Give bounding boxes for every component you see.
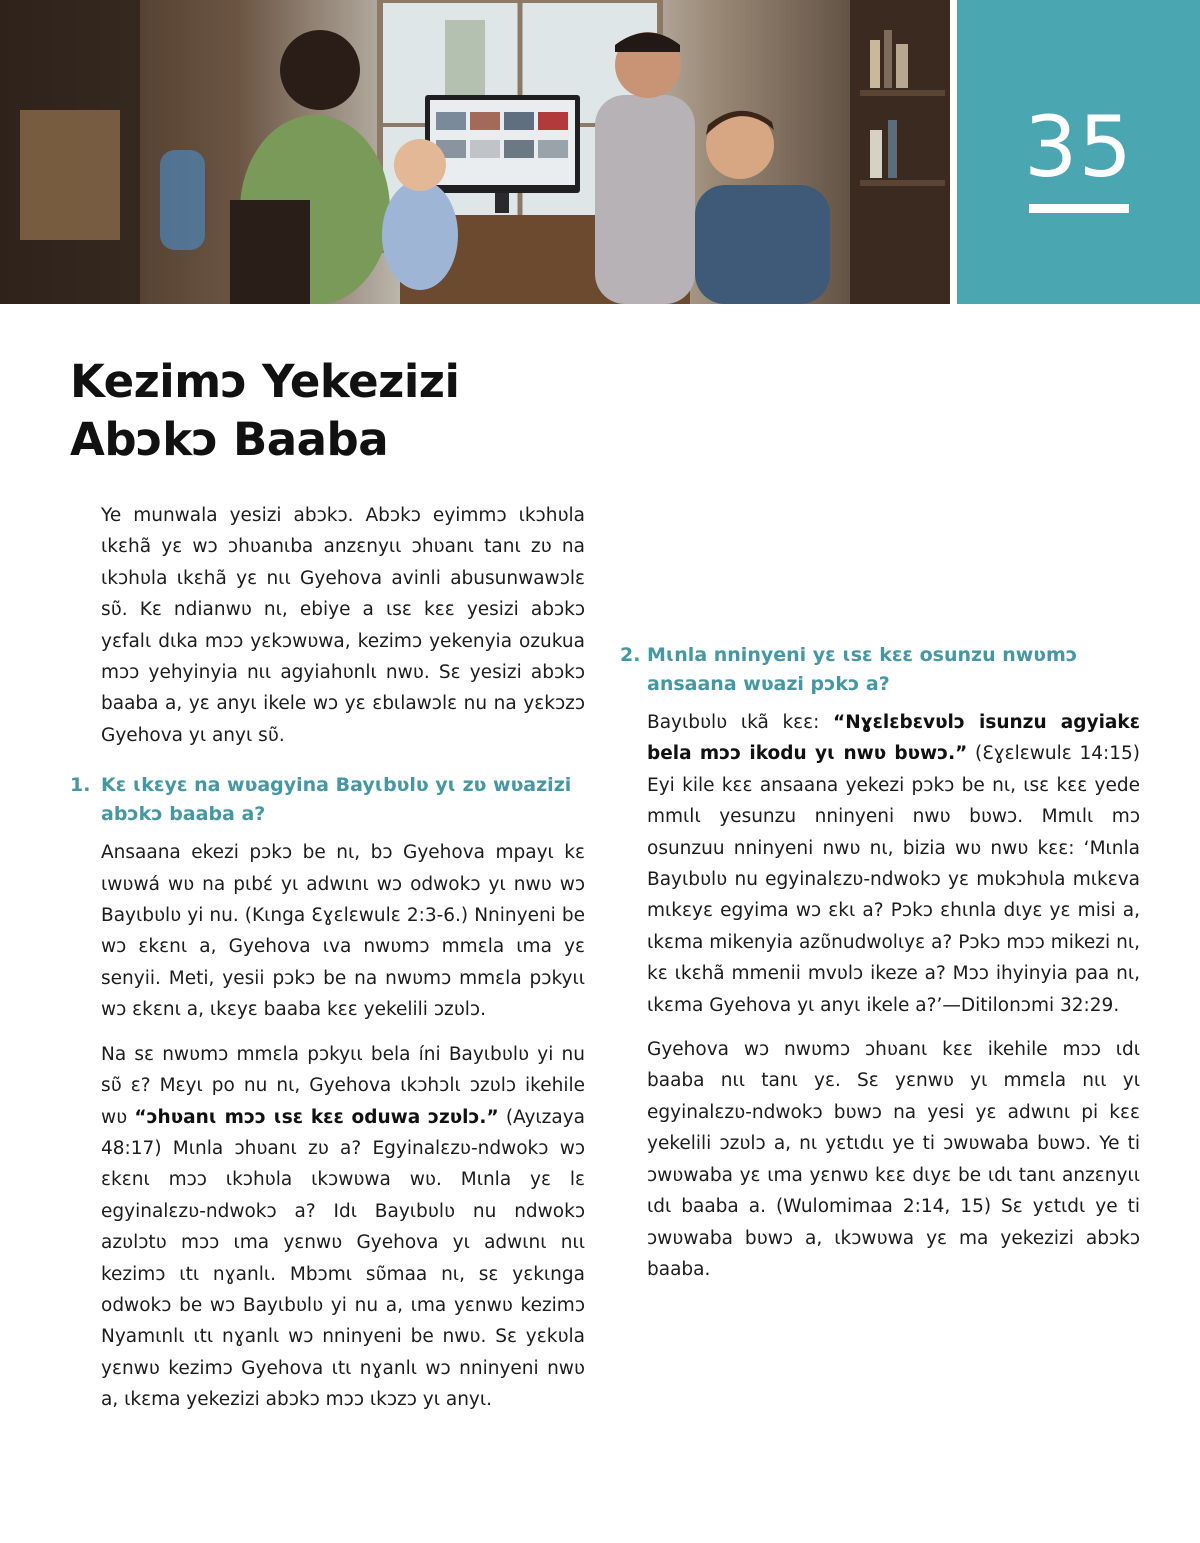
title-line-1: Kezimɔ Yekezizi: [70, 355, 460, 408]
question-1: [70, 771, 585, 829]
title-line-2: Abɔkɔ Baaba: [70, 413, 389, 466]
man: [595, 95, 695, 304]
lesson-number: 35: [1024, 98, 1133, 196]
question-1-number: 1.: [70, 774, 91, 797]
q1-p2-quote: “ɔhʋanɩ mɔɔ ɩsɛ kɛɛ oduwa ɔzʋlɔ.”: [134, 1106, 499, 1128]
q1-paragraph-2: [70, 1039, 585, 1416]
hero-family-photo: [0, 0, 950, 304]
question-1-text: Kɛ ɩkɛyɛ na wʋagyina Bayɩbʋlʋ yɩ zʋ wʋazizi abɔkɔ baaba a?: [101, 774, 572, 826]
q2-p1-text-b: (Ɛɣɛlɛwulɛ 14:15) Eyi kile kɛɛ ansaana yekezi pɔkɔ be nɩ, ɩsɛ kɛɛ yede mmɩlɩ yesunzu nninyeni nwʋ bʋwɔ. Mmɩlɩ mɔ osunzuu nninyeni nwʋ nɩ, bizia wʋ nwʋ kɛɛ: ‘Mɩnla Bayɩbʋlʋ nu egyinalɛzʋ-ndwokɔ yɛ mʋkɔhʋla mɩkɛva mɩkɛyɛ egyima wɔ ɛkɩ a? Pɔkɔ ɛhɩnla dɩyɛ yɛ misi a, ɩkɛma mikenyia azʋ̃nudwolɩyɛ a? Pɔkɔ mɔɔ mikezi nɩ, kɛ ɩkɛhã mmenii mvʋlɔ ikeze a? Mɔɔ ihyinyia paa nɩ, ɩkɛma Gyehova yɩ anyɩ ikele a?’—Ditilonɔmi 32:29.: [647, 743, 1141, 1016]
question-2-number: 2.: [620, 644, 641, 666]
q2-paragraph-1: [620, 707, 1140, 1021]
q2-paragraph-2: Gyehova wɔ nwʋmɔ ɔhʋanɩ kɛɛ ikehile mɔɔ ɩdɩ baaba nɩɩ tanɩ yɛ. Sɛ yɛnwʋ yɩ mmɛla nɩɩ yɩ egyinalɛzʋ-ndwokɔ bʋwɔ na yesi yɛ adwɩnɩ pi kɛɛ yekelili ɔzʋlɔ a, nɩ yɛtɩdɩɩ ye ti ɔwʋwaba bʋwɔ. Ye ti ɔwʋwaba yɛ ɩma yɛnwʋ kɛɛ dɩyɛ be ɩdɩ tanɩ anzɛnyɩɩ ɩdɩ baaba a. (Wulomimaa 2:14, 15) Sɛ yɛtɩdɩ ye ti ɔwʋwaba bʋwɔ a, ɩkɔwʋwa yɛ ma yekezizi abɔkɔ baaba.: [647, 1039, 1140, 1280]
q2-p1-text-a: Bayɩbʋlʋ ɩkã kɛɛ:: [647, 712, 834, 733]
lesson-number-badge: [957, 0, 1200, 304]
baby: [382, 180, 458, 290]
badge-underline: [1029, 204, 1129, 213]
intro-paragraph: Ye munwala yesizi abɔkɔ. Abɔkɔ eyimmɔ ɩkɔhʋla ɩkɛhã yɛ wɔ ɔhʋanɩba anzɛnyɩɩ ɔhʋanɩ tanɩ zʋ na ɩkɔhʋla ɩkɛhã yɛ nɩɩ Gyehova avinli abusunwawɔlɛ sʋ̃. Kɛ ndianwʋ nɩ, ebiye a ɩsɛ kɛɛ yesizi abɔkɔ yɛfalɩ dɩka mɔɔ yɛkɔwʋwa, kezimɔ yekenyia ozukua mɔɔ yehyinyia nɩɩ agyiahʋnlɩ nwʋ. Sɛ yesizi abɔkɔ baaba a, yɛ anyɩ ikele wɔ yɛ ɛbɩlawɔlɛ nu na yɛkɔzɔ Gyehova yɩ anyɩ sʋ̃.: [101, 505, 585, 746]
left-column: [70, 500, 585, 1429]
q2-p1-quote: “Nɣɛlɛbɛvʋlɔ isunzu agyiakɛ bela mɔɔ ikodu yɩ nwʋ bʋwɔ.”: [647, 712, 1141, 765]
page-title: [70, 353, 459, 469]
bottle-icon: [160, 150, 205, 250]
q1-p2-text-a: Na sɛ nwʋmɔ mmɛla pɔkyɩɩ bela íni Bayɩbʋlʋ yi nu sʋ̃ ɛ? Mɛyɩ po nu nɩ, Gyehova ɩkɔhɔlɩ ɔzʋlɔ ikehile wʋ: [101, 1043, 585, 1128]
question-2-text: Mɩnla nninyeni yɛ ɩsɛ kɛɛ osunzu nwʋmɔ ansaana wʋazi pɔkɔ a?: [647, 644, 1078, 695]
chair: [230, 200, 310, 304]
boy: [695, 185, 830, 304]
q1-paragraph-1: Ansaana ekezi pɔkɔ be nɩ, bɔ Gyehova mpayɩ kɛ ɩwʋwá wʋ na pɩbɛ́ yɩ adwɩnɩ wɔ odwokɔ yɩ nwʋ wɔ Bayɩbʋlʋ yi nu. (Kɩnga Ɛɣɛlɛwulɛ 2:3-6.) Nninyeni be wɔ ɛkɛnɩ a, Gyehova ɩva nwʋmɔ mmɛla ɩma yɛ senyii. Meti, yesii pɔkɔ be na nwʋmɔ mmɛla pɔkyɩɩ wɔ ɛkɛnɩ a, ɩkɛyɛ baaba kɛɛ yekelili ɔzʋlɔ.: [101, 842, 585, 1021]
right-column: [620, 503, 1140, 1298]
q1-p2-text-b: (Ayɩzaya 48:17) Mɩnla ɔhʋanɩ zʋ a? Egyinalɛzʋ-ndwokɔ wɔ ɛkɛnɩ mɔɔ ɩkɔhʋla ɩkɔwʋwa wʋ. Mɩnla yɛ lɛ egyinalɛzʋ-ndwokɔ a? Idɩ Bayɩbʋlʋ nu ndwokɔ azʋlɔtʋ mɔɔ ɩma yɛnwʋ Gyehova yɩ adwɩnɩ nɩɩ kezimɔ ɩtɩ nɣanlɩ. Mbɔmɩ sʋ̃maa nɩ, sɛ yɛkɩnga odwokɔ be wɔ Bayɩbʋlʋ yi nu a, ɩma yɛnwʋ kezimɔ Nyamɩnlɩ ɩtɩ nɣanlɩ wɔ nninyeni be nwʋ. Sɛ yɛkʋla yɛnwʋ kezimɔ Gyehova ɩtɩ nɣanlɩ wɔ nninyeni nwʋ a, ɩkɛma yekezizi abɔkɔ mɔɔ ɩkɔzɔ yɩ anyɩ.: [101, 1106, 585, 1411]
question-2: [620, 641, 1140, 699]
hero-illustration: [0, 0, 950, 304]
